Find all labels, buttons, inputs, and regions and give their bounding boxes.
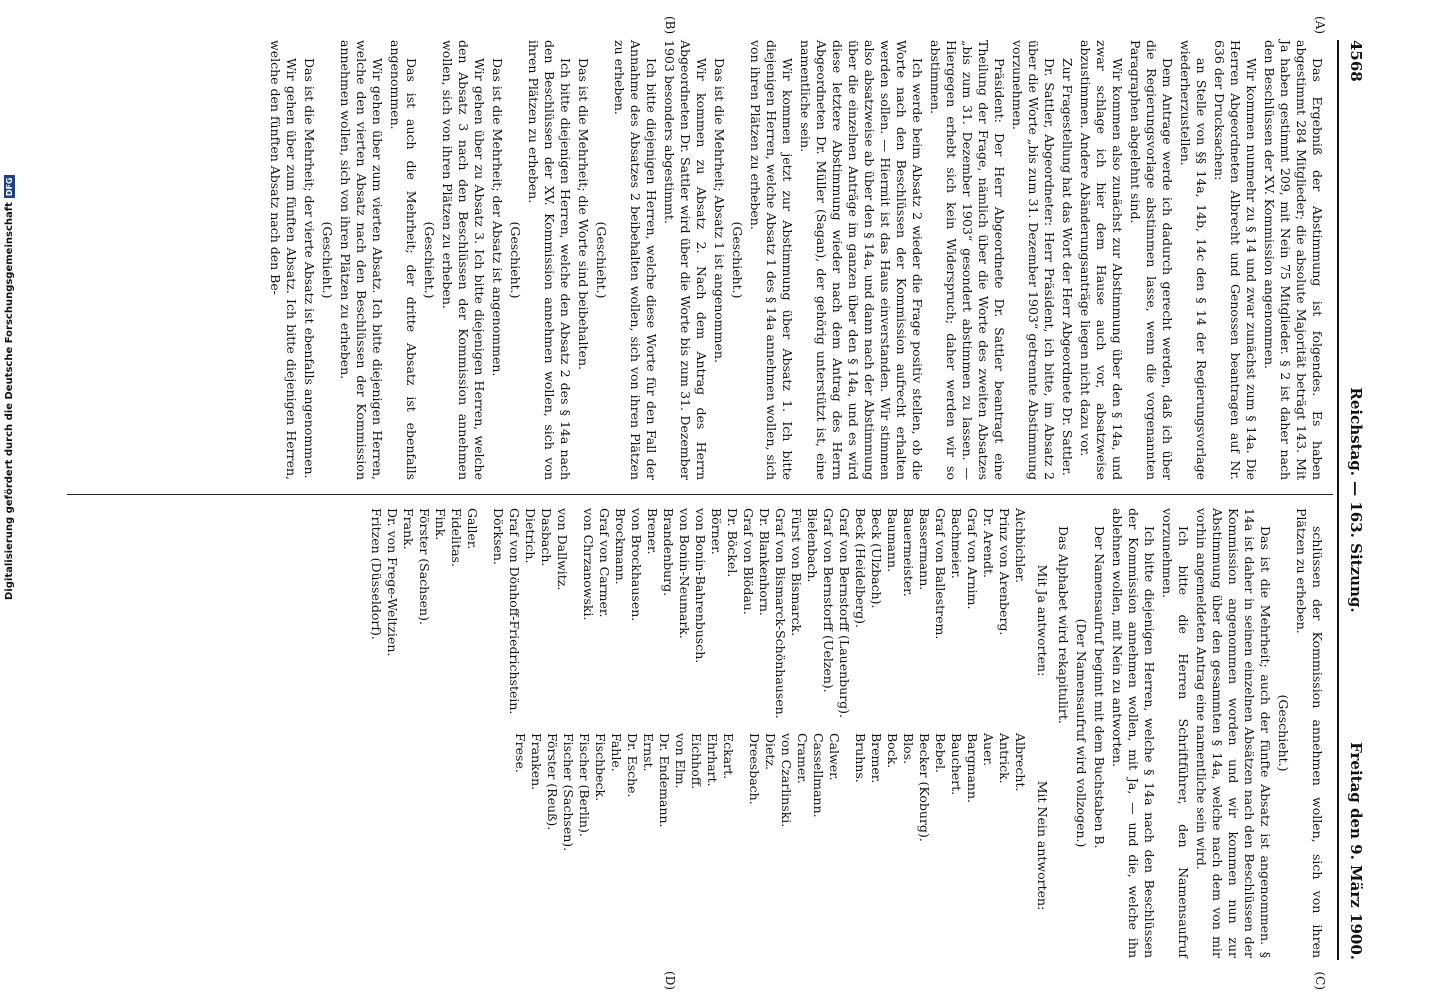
text-paragraph: Ich bitte diejenigen Herren, welche § 14a nach den Beschlüssen der Kommission annehmen wollen, mit Ja, — und die, welche ihn ablehnen wollen, mit Nein zu antworten. — [1110, 508, 1157, 958]
nein-voter-name: von Czarlinski. — [779, 733, 794, 828]
nein-voter-name: Bremer. — [869, 733, 884, 784]
ja-voter-name: Graf von Carmer. — [597, 508, 612, 618]
text-paragraph: Ich bitte diejenigen Herren, welche diese Worte für den Fall der Annahme des Absatzes 2 beibehalten wollen, sich von ihren Plätzen zu erheben. — [612, 40, 659, 480]
nein-voter-name: Franken. — [529, 733, 544, 791]
text-paragraph: Zur Fragestellung hat das Wort der Herr Abgeordnete Dr. Sattler. — [1060, 58, 1075, 476]
nein-voter-name: Bebel. — [933, 733, 948, 773]
document-page — [57, 16, 1377, 990]
nein-name-list — [368, 733, 1028, 958]
nein-voter-name: Fischer (Sachsen). — [561, 733, 576, 852]
ja-voter-name: Dr. von Frege-Weltzien. — [385, 508, 400, 657]
ja-voter-name: Brandenburg. — [661, 508, 676, 597]
ja-voter-name: Dr. Böckel. — [725, 508, 740, 578]
ja-voter-name: Dörksen. — [491, 508, 506, 565]
column-divider — [67, 494, 1333, 495]
text-paragraph: Das ist die Mehrheit; auch der fünfte Absatz ist angenommen. § 14a ist daher in seinen einzelnen Absätzen nach den Beschlüssen der Kommission angenommen worden und wir kommen nun zur Abstimmung über den gesammten § 14a, welche nach dem von mir vorhin angemeldeten Antrag eine namentliche sein wird. — [1194, 508, 1273, 958]
ja-voter-name: Beck (Heidelberg). — [853, 508, 868, 628]
ja-voter-name: Prinz von Arenberg. — [997, 508, 1012, 636]
ja-voter-name: Dr. Blankenhorn. — [757, 508, 772, 616]
text-paragraph: Das Ergebniß der Abstimmung ist folgendes. Es haben abgestimmt 284 Mitglieder; die absolute Majorität beträgt 143. Mit Ja haben gestimmt 209, mit Nein 75 Mitglieder. § 2 ist daher nach den Beschlüssen der XV. Kommission angenommen. — [1262, 40, 1325, 480]
ja-voter-name: Bauermeister. — [901, 508, 916, 597]
nein-voter-name: Albrecht. — [1013, 733, 1028, 792]
nein-voter-name: Fischer (Berlin). — [577, 733, 592, 837]
ja-voter-name: Beck (Ulzbach). — [869, 508, 884, 609]
text-paragraph: Wir kommen nunmehr zu § 14 und zwar zunächst zum § 14a. Die Herren Abgeordneten Albrecht und Genossen beantragen auf Nr. 636 der Drucksachen: — [1212, 40, 1259, 480]
ja-name-list — [368, 508, 1028, 733]
ja-voter-name: Dr. Arendt. — [981, 508, 996, 579]
text-paragraph: Das ist die Mehrheit; der Absatz ist angenommen. — [490, 58, 505, 377]
text-paragraph: (Geschieht.) — [730, 221, 745, 299]
nein-voter-name: Bruhns. — [853, 733, 868, 783]
vote-headings — [1032, 508, 1051, 958]
ja-voter-name: Dasbach. — [539, 508, 554, 567]
text-paragraph: (Geschieht.) — [320, 221, 335, 299]
ja-voter-name: Graf von Bernstorff (Uelzen). — [821, 508, 836, 693]
nein-voter-name: Auer. — [981, 733, 996, 767]
ja-voter-name: Graf von Ballestrem. — [933, 508, 948, 640]
nein-voter-name: Blos. — [901, 733, 916, 765]
ja-voter-name: von Dallwitz. — [555, 508, 570, 591]
nein-voter-name: Bargmann. — [965, 733, 980, 803]
nein-voter-name: Förster (Reuß). — [545, 733, 560, 831]
ja-voter-name: Graf von Bismarck-Schönhausen. — [773, 508, 788, 719]
text-paragraph: Wir gehen über zu Absatz 3. Ich bitte diejenigen Herren, welche den Absatz 3 nach den Beschlüssen der Kommission annehmen wollen, sich von ihren Plätzen zu erheben. — [440, 40, 487, 480]
text-paragraph: Das Alphabet wird rekapitulirt. — [1056, 526, 1071, 724]
text-paragraph: Wir gehen über zum vierten Absatz. Ich bitte diejenigen Herren, welche den vierten Absatz nach den Beschlüssen der Kommission annehmen wollen, sich von ihren Plätzen zu erheben. — [338, 40, 385, 480]
nein-voter-name: Ehrhart. — [705, 733, 720, 787]
ja-voter-name: Frank. — [401, 508, 416, 550]
text-paragraph: Präsident: Der Herr Abgeordnete Dr. Sattler beantragt eine Theilung der Frage, nämlich über die Worte des zweiten Absatzes „bis zum 31. Dezember 1903“ gesondert abstimmen zu lassen. — Hiergegen erhebt sich kein Widerspruch; daher werden wir so abstimmen. — [928, 40, 1007, 480]
text-paragraph: (Geschieht.) — [1276, 694, 1291, 772]
text-paragraph: Der Namensaufruf beginnt mit dem Buchstaben B. — [1092, 526, 1107, 849]
ja-voter-name: von Bonin-Neumark. — [677, 508, 692, 639]
margin-mark-c: (C) — [1313, 971, 1327, 990]
nein-voter-name: Ernst. — [641, 733, 656, 772]
vote-lists — [368, 508, 1028, 958]
ja-voter-name: von Brockhausen. — [629, 508, 644, 622]
text-paragraph: (Geschieht.) — [594, 221, 609, 299]
ja-voter-name: Bassermann. — [917, 508, 932, 591]
margin-mark-d: (D) — [663, 971, 677, 990]
text-paragraph: Wir kommen also zunächst zur Abstimmung über den § 14a, und zwar schlage ich hier dem Hause auch vor, absatzweise abzustimmen. Andere Abänderungsanträge liegen nicht dazu vor. — [1078, 40, 1125, 480]
text-paragraph: Das ist auch die Mehrheit; der dritte Absatz ist ebenfalls angenommen. — [388, 40, 419, 480]
margin-mark-b: (B) — [663, 16, 677, 35]
nein-voter-name: von Elm. — [673, 733, 688, 789]
text-paragraph: (Der Namensaufruf wird vollzogen.) — [1074, 618, 1089, 848]
text-paragraph: Das ist die Mehrheit; Absatz 1 ist angenommen. — [712, 58, 727, 363]
header-rule — [1337, 40, 1339, 960]
text-paragraph: Wir gehen über zum fünften Absatz. Ich bitte diejenigen Herren, welche den fünften Absatz nach den Be- — [268, 40, 299, 480]
credit-text: Digitalisierung gefördert durch die Deutsche Forschungsgemeinschaft — [4, 202, 15, 600]
ja-voter-name: Galler. — [465, 508, 480, 550]
text-paragraph: an Stelle von §§ 14a, 14b, 14c den § 14 der Regierungsvorlage wiederherzustellen. — [1178, 40, 1209, 480]
text-paragraph: Ich werde beim Absatz 2 wieder die Frage positiv stellen, ob die Worte nach den Beschlüssen der Kommission aufrecht erhalten werden sollen. — Hiermit ist das Haus einverstanden. Wir stimmen also absatzweise ab über den § 14a, und dann nach der Abstimmung über die einzelnen Anträge im ganzen über den § 14a, und es wird diese letztere Abstimmung wieder nach dem Antrag des Herrn Abgeordneten Dr. Müller (Sagan), der gehörig unterstützt ist, eine namentliche sein. — [798, 40, 925, 480]
ja-voter-name: Graf von Dönhoff-Friedrichstein. — [507, 508, 522, 715]
text-paragraph: Ich bitte die Herren Schriftführer, den Namensaufruf vorzunehmen. — [1160, 508, 1191, 958]
ja-voter-name: Brener. — [645, 508, 660, 555]
right-column-intro — [1055, 508, 1325, 958]
nein-voter-name: Fischbeck. — [593, 733, 608, 802]
ja-voter-name: von Chrzanowski. — [581, 508, 596, 621]
ja-voter-name: Baumann. — [885, 508, 900, 573]
text-paragraph: Wir kommen zu Absatz 2. Nach dem Antrag des Herrn Abgeordneten Dr. Sattler wird über die Worte bis zum 31. Dezember 1903 besonders abgestimmt. — [662, 40, 709, 480]
ja-voter-name: von Bonin-Bahrenbusch. — [693, 508, 708, 664]
left-column — [265, 40, 1325, 480]
ja-voter-name: Graf von Blödau. — [741, 508, 756, 615]
nein-voter-name: Dr. Esche. — [625, 733, 640, 798]
text-paragraph: (Geschieht.) — [508, 221, 523, 299]
ja-voter-name: Börner. — [709, 508, 724, 555]
ja-voter-name: Fritzen (Düsseldorf). — [369, 508, 384, 640]
nein-voter-name: Eckart. — [721, 733, 736, 780]
session-date: Freitag den 9. März 1900. — [1347, 742, 1365, 960]
ja-voter-name: Aichbichler. — [1013, 508, 1028, 584]
text-paragraph: Das ist die Mehrheit; der vierte Absatz ist ebenfalls angenommen. — [302, 58, 317, 479]
digitization-credit — [4, 175, 15, 600]
page-header — [1343, 40, 1365, 960]
text-paragraph: (Geschieht.) — [422, 221, 437, 299]
ja-voter-name: Fink. — [433, 508, 448, 541]
nein-voter-name: Cassellmann. — [811, 733, 826, 818]
ja-voter-name: Bachmeier. — [949, 508, 964, 579]
page-number: 4568 — [1347, 40, 1365, 82]
nein-voter-name: Fahle. — [609, 733, 624, 772]
right-column — [368, 508, 1325, 958]
nein-voter-name: Eichhoff. — [689, 733, 704, 790]
nein-voter-name: Frese. — [513, 733, 528, 773]
text-paragraph: Dem Antrage werde ich dadurch gerecht werden, daß ich über die Regierungsvorlage abstimmen lasse, wenn die vorgenannten Paragraphen abgelehnt sind. — [1128, 40, 1175, 480]
ja-voter-name: Fidelitas. — [449, 508, 464, 567]
nein-voter-name: Bauchert. — [949, 733, 964, 796]
ja-voter-name: Dietrich. — [523, 508, 538, 564]
ja-voter-name: Förster (Sachsen). — [417, 508, 432, 625]
running-title: Reichstag. — 163. Sitzung. — [1347, 387, 1365, 613]
nein-voter-name: Dr. Endemann. — [657, 733, 672, 828]
ja-heading: Mit Ja antworten: — [1035, 564, 1050, 677]
nein-voter-name: Bock. — [885, 733, 900, 769]
nein-voter-name: Becker (Koburg). — [917, 733, 932, 842]
dfg-logo: DFG — [5, 177, 14, 197]
ja-voter-name: Graf von Bernstorff (Lauenburg). — [837, 508, 852, 719]
nein-voter-name: Cramer. — [795, 733, 810, 784]
ja-voter-name: Bielenbach. — [805, 508, 820, 583]
text-paragraph: Dr. Sattler, Abgeordneter: Herr Präsident, ich bitte, im Absatz 2 über die Worte „bis zum 31. Dezember 1903“ getrennte Abstimmung vorzunehmen. — [1010, 40, 1057, 480]
nein-voter-name: Calwer. — [827, 733, 842, 781]
margin-mark-a: (A) — [1313, 16, 1327, 35]
ja-voter-name: Fürst von Bismarck. — [789, 508, 804, 637]
ja-voter-name: Brockmann. — [613, 508, 628, 585]
nein-heading: Mit Nein antworten: — [1035, 780, 1050, 911]
text-paragraph: Wir kommen jetzt zur Abstimmung über Absatz 1. Ich bitte diejenigen Herren, welche Absatz 1 des § 14a annehmen wollen, sich von ihren Plätzen zu erheben. — [748, 40, 795, 480]
nein-voter-name: Antrick. — [997, 733, 1012, 784]
ja-voter-name: Graf von Arnim. — [965, 508, 980, 610]
nein-voter-name: Dietz. — [763, 733, 778, 770]
nein-voter-name: Dreesbach. — [747, 733, 762, 805]
text-paragraph: schlüssen der Kommission annehmen wollen, sich von ihren Plätzen zu erheben. — [1294, 508, 1325, 958]
text-paragraph: Das ist die Mehrheit; die Worte sind beibehalten. — [576, 58, 591, 370]
text-paragraph: Ich bitte diejenigen Herren, welche den Absatz 2 des § 14a nach den Beschlüssen der XV. Kommission annehmen wollen, sich von ihren Plätzen zu erheben. — [526, 40, 573, 480]
